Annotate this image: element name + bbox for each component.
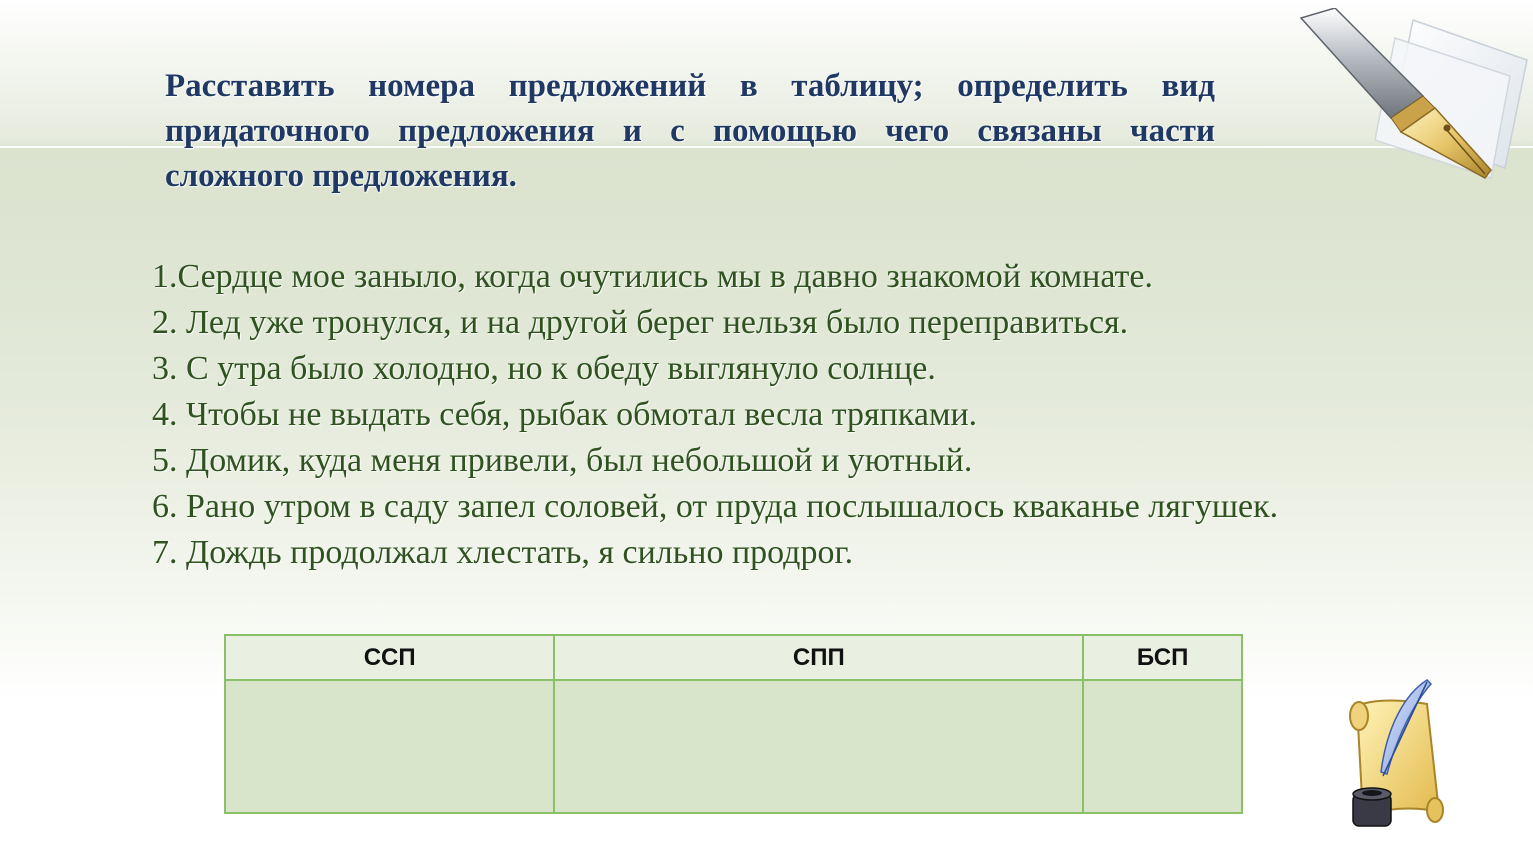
sentence-item: 2. Лед уже тронулся, и на другой берег нельзя было переправиться. (152, 304, 1129, 341)
answer-table (224, 634, 1243, 814)
cell-spp[interactable] (554, 680, 1083, 813)
fountain-pen-icon (1295, 8, 1533, 193)
sentence-item: 7. Дождь продолжал хлестать, я сильно продрог. (152, 534, 854, 571)
sentence-list (152, 254, 1472, 576)
cell-ssp[interactable] (225, 680, 554, 813)
sentence-item: 1.Сердце мое заныло, когда очутились мы в давно знакомой комнате. (152, 258, 1153, 295)
sentence-item: 4. Чтобы не выдать себя, рыбак обмотал весла тряпками. (152, 396, 978, 433)
header-spp: СПП (554, 635, 1083, 680)
table-header-row (225, 635, 1242, 680)
task-title: Расставить номера предложений в таблицу; определить вид придаточного предложения и с помощью чего связаны части сложного предложения. (165, 68, 1215, 194)
header-ssp: ССП (225, 635, 554, 680)
sentence-item: 5. Домик, куда меня привели, был небольшой и уютный. (152, 442, 973, 479)
header-bsp: БСП (1083, 635, 1242, 680)
sentence-item: 3. С утра было холодно, но к обеду выглянуло солнце. (152, 350, 936, 387)
table-row (225, 680, 1242, 813)
sentence-item: 6. Рано утром в саду запел соловей, от пруда послышалось кваканье лягушек. (152, 488, 1279, 525)
cell-bsp[interactable] (1083, 680, 1242, 813)
quill-inkwell-scroll-icon (1335, 676, 1450, 836)
